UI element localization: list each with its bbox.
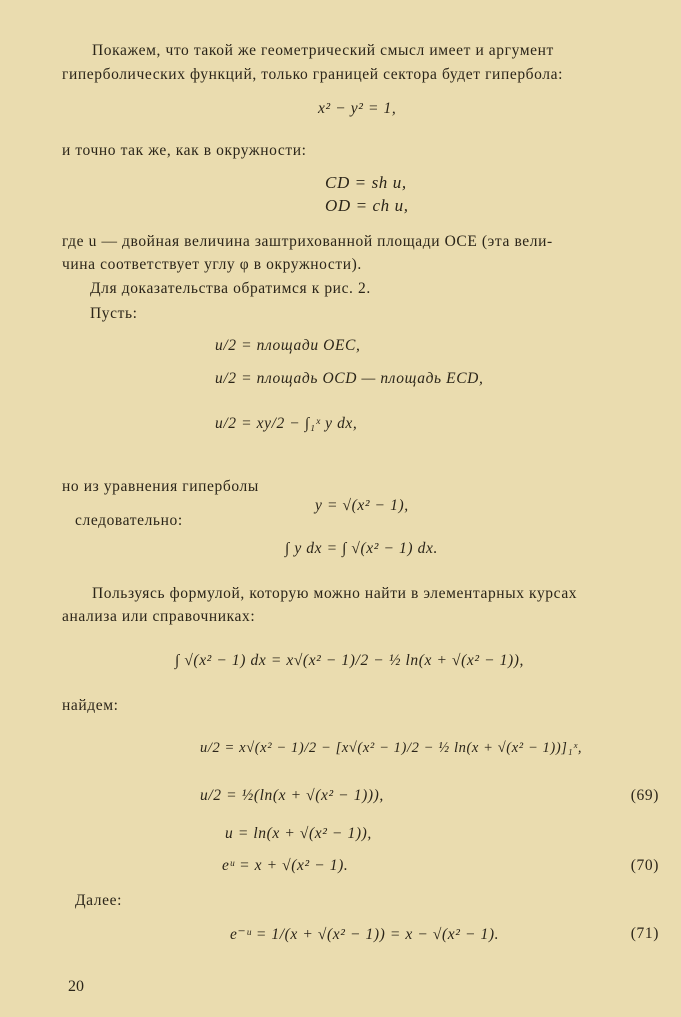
- formula: u = ln(x + √(x² − 1)),: [225, 825, 372, 842]
- formula: ∫ y dx = ∫ √(x² − 1) dx.: [285, 540, 438, 557]
- equation-number: (69): [630, 787, 659, 804]
- paragraph-line: Пусть:: [90, 305, 138, 322]
- formula: y = √(x² − 1),: [315, 497, 409, 514]
- formula: u/2 = xy/2 − ∫₁ˣ y dx,: [215, 415, 358, 432]
- paragraph-line: где u — двойная величина заштрихованной площади OCE (эта вели-: [62, 233, 553, 250]
- paragraph-line: Далее:: [75, 892, 122, 909]
- formula: CD = sh u,: [325, 173, 407, 192]
- paragraph-line: Пользуясь формулой, которую можно найти в элементарных курсах: [92, 585, 578, 602]
- formula: e⁻ᵘ = 1/(x + √(x² − 1)) = x − √(x² − 1).: [230, 926, 500, 943]
- formula: u/2 = x√(x² − 1)/2 − [x√(x² − 1)/2 − ½ ln(x + √(x² − 1))]₁ˣ,: [200, 740, 583, 756]
- paragraph-line: чина соответствует углу φ в окружности).: [62, 256, 362, 273]
- equation-number: (70): [630, 857, 659, 874]
- formula: ∫ √(x² − 1) dx = x√(x² − 1)/2 − ½ ln(x + √(x² − 1)),: [175, 652, 524, 669]
- paragraph-line: Покажем, что такой же геометрический смысл имеет и аргумент: [92, 42, 554, 59]
- formula: OD = ch u,: [325, 196, 409, 215]
- formula: u/2 = ½(ln(x + √(x² − 1))),: [200, 787, 384, 804]
- equation-number: (71): [630, 925, 659, 942]
- formula: eᵘ = x + √(x² − 1).: [222, 857, 349, 874]
- formula: u/2 = площади OEC,: [215, 337, 361, 354]
- page-number: 20: [68, 978, 84, 995]
- formula: x² − y² = 1,: [318, 100, 397, 117]
- paragraph-line: гиперболических функций, только границей сектора будет гипербола:: [62, 66, 564, 83]
- paragraph-line: следовательно:: [75, 512, 183, 529]
- paragraph-line: и точно так же, как в окружности:: [62, 142, 307, 159]
- paragraph-line: Для доказательства обратимся к рис. 2.: [90, 280, 371, 297]
- formula: u/2 = площадь OCD — площадь ECD,: [215, 370, 484, 387]
- paragraph-line: найдем:: [62, 697, 119, 714]
- paragraph-line: анализа или справочниках:: [62, 608, 256, 625]
- paragraph-line: но из уравнения гиперболы: [62, 478, 259, 495]
